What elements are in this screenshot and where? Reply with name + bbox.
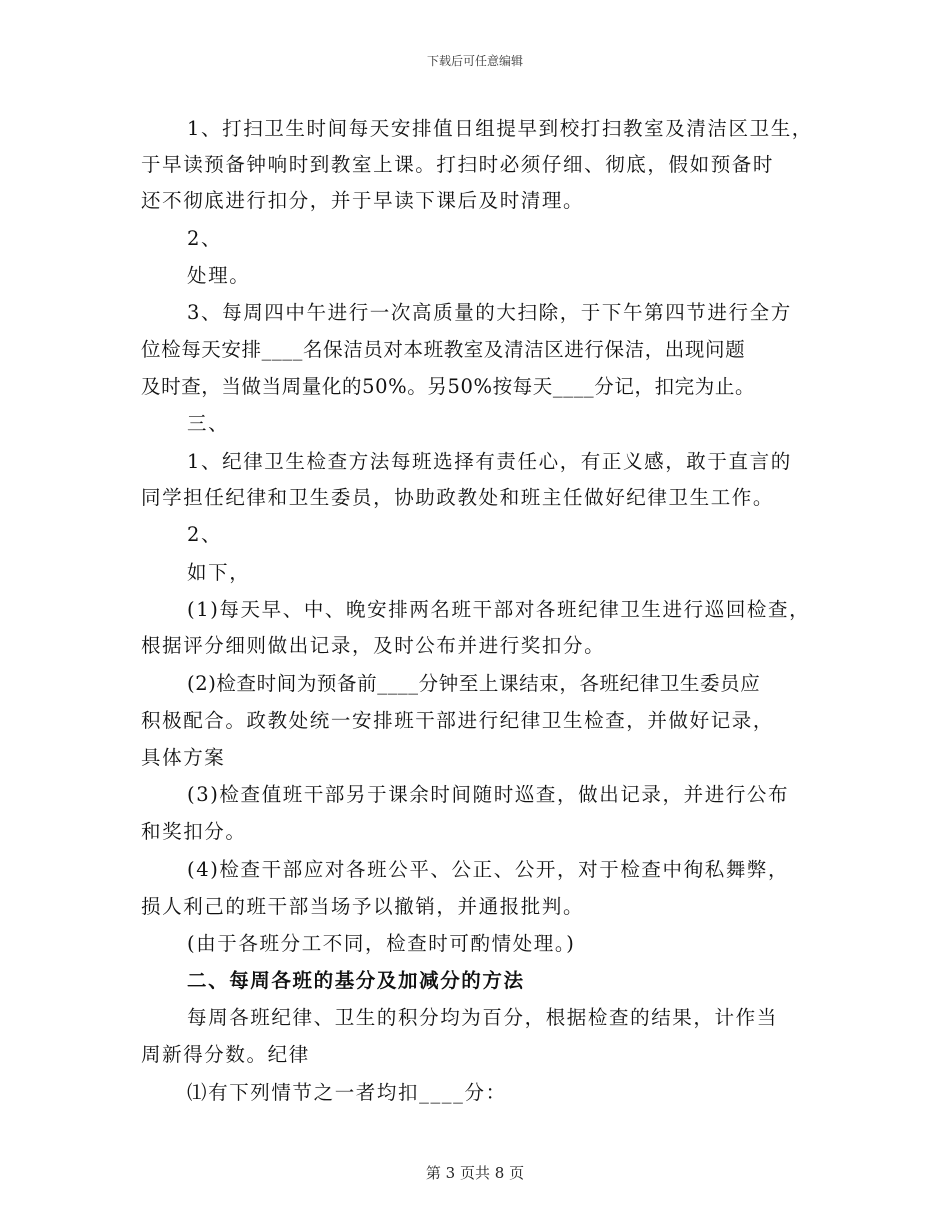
paragraph-line: (4)检查干部应对各班公平、公正、公开，对于检查中徇私舞弊， bbox=[187, 858, 790, 881]
page-header-note: 下载后可任意编辑 bbox=[426, 54, 523, 68]
paragraph-line: 处理。 bbox=[187, 264, 251, 287]
paragraph-line: (由于各班分工不同，检查时可酌情处理。) bbox=[187, 932, 576, 955]
paragraph-line: 损人利己的班干部当场予以撤销，并通报批判。 bbox=[141, 895, 585, 918]
paragraph-line: 同学担任纪律和卫生委员，协助政教处和班主任做好纪律卫生工作。 bbox=[141, 486, 775, 509]
paragraph-line: (2)检查时间为预备前____分钟至上课结束，各班纪律卫生委员应 bbox=[187, 672, 761, 695]
paragraph-line: (3)检查值班干部另于课余时间随时巡查，做出记录，并进行公布 bbox=[187, 783, 790, 806]
paragraph-line: 于早读预备钟响时到教室上课。打扫时必须仔细、彻底，假如预备时 bbox=[141, 153, 775, 176]
paragraph-line: 3、每周四中午进行一次高质量的大扫除，于下午第四节进行全方 bbox=[187, 301, 792, 324]
section-heading-bold: 二、每周各班的基分及加减分的方法 bbox=[187, 969, 525, 992]
paragraph-line: 2、 bbox=[187, 523, 223, 546]
section-heading: 三、 bbox=[187, 412, 230, 435]
paragraph-line: 2、 bbox=[187, 227, 223, 250]
paragraph-line: ⑴有下列情节之一者均扣____分： bbox=[187, 1081, 507, 1104]
paragraph-line: 如下， bbox=[187, 561, 251, 584]
paragraph-line: 位检每天安排____名保洁员对本班教室及清洁区进行保洁，出现问题 bbox=[141, 338, 746, 361]
paragraph-line: 每周各班纪律、卫生的积分均为百分，根据检查的结果，计作当 bbox=[187, 1006, 778, 1029]
paragraph-line: 周新得分数。纪律 bbox=[141, 1043, 310, 1066]
paragraph-line: (1)每天早、中、晚安排两名班干部对各班纪律卫生进行巡回检查， bbox=[187, 598, 811, 621]
paragraph-line: 及时查，当做当周量化的50%。另50%按每天____分记，扣完为止。 bbox=[141, 375, 756, 398]
paragraph-line: 1、纪律卫生检查方法每班选择有责任心，有正义感，敢于直言的 bbox=[187, 450, 792, 473]
paragraph-line: 和奖扣分。 bbox=[141, 820, 247, 843]
paragraph-line: 具体方案 bbox=[141, 746, 226, 769]
page-footer-number: 第 3 页共 8 页 bbox=[425, 1164, 525, 1182]
paragraph-line: 根据评分细则做出记录，及时公布并进行奖扣分。 bbox=[141, 634, 606, 657]
paragraph-line: 积极配合。政教处统一安排班干部进行纪律卫生检查，并做好记录， bbox=[141, 709, 775, 732]
paragraph-line: 1、打扫卫生时间每天安排值日组提早到校打扫教室及清洁区卫生， bbox=[187, 117, 813, 140]
paragraph-line: 还不彻底进行扣分，并于早读下课后及时清理。 bbox=[141, 189, 585, 212]
